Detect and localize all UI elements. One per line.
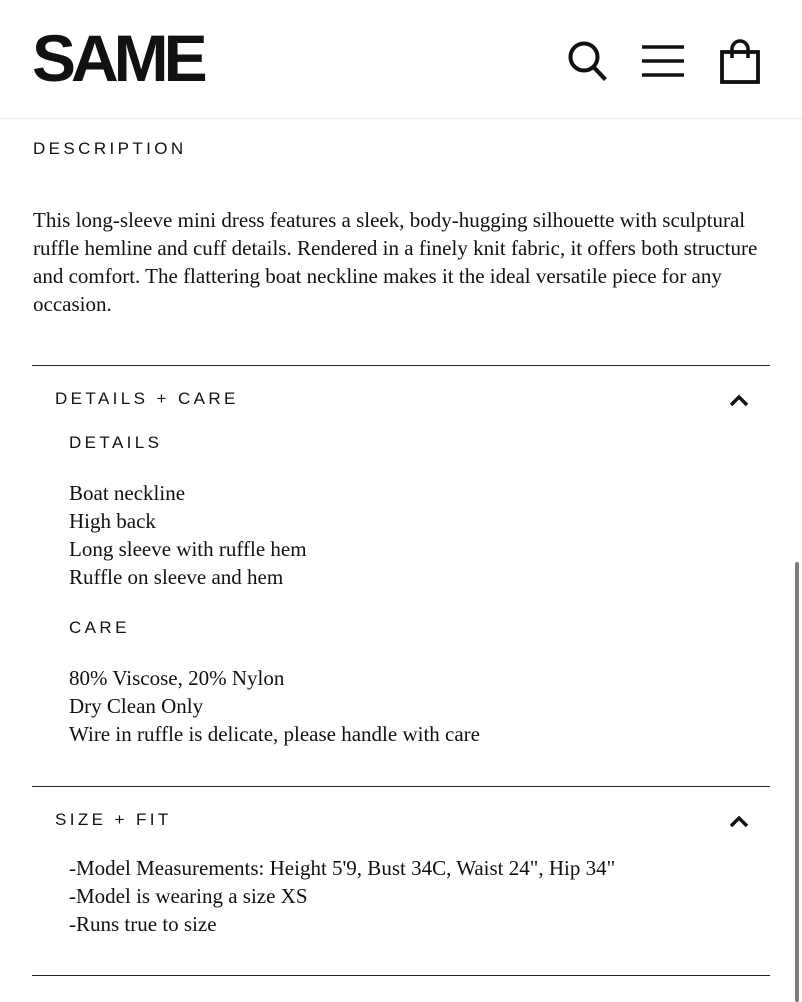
list-item: -Runs true to size [69,912,217,936]
details-list [69,479,307,591]
chevron-up-icon [728,390,750,410]
list-item: 80% Viscose, 20% Nylon [69,666,285,690]
list-item: High back [69,509,156,533]
chevron-up-icon [728,811,750,831]
list-item: Ruffle on sleeve and hem [69,565,284,589]
divider [32,975,770,976]
divider [32,786,770,787]
details-care-accordion-toggle[interactable] [32,378,770,422]
shopping-bag-icon [717,36,763,86]
details-care-heading: DETAILS + CARE [55,389,239,408]
search-icon [566,39,608,83]
scrollbar-thumb[interactable] [795,562,799,1002]
size-fit-heading: SIZE + FIT [55,810,172,829]
list-item: Long sleeve with ruffle hem [69,537,307,561]
brand-logo[interactable]: SAME [32,21,203,95]
menu-button[interactable] [638,36,686,86]
search-button[interactable] [563,36,611,86]
list-item: -Model is wearing a size XS [69,884,308,908]
details-subheading: DETAILS [69,433,163,452]
size-fit-accordion-toggle[interactable] [32,799,770,843]
divider [32,365,770,366]
site-header [0,0,802,119]
cart-button[interactable] [716,36,764,86]
description-heading: DESCRIPTION [33,139,187,158]
menu-icon [638,41,686,81]
list-item: Wire in ruffle is delicate, please handle with care [69,722,480,746]
list-item: Dry Clean Only [69,694,204,718]
size-fit-list [69,854,615,938]
list-item: Boat neckline [69,481,186,505]
care-list [69,664,480,748]
product-description: This long-sleeve mini dress features a sleek, body-hugging silhouette with sculptural ruffle hemline and cuff details. Rendered in a finely knit fabric, it offers both structure and comfort. The flattering boat neckline makes it the ideal versatile piece for any occasion. [33,208,758,316]
care-subheading: CARE [69,618,130,637]
list-item: -Model Measurements: Height 5'9, Bust 34C, Waist 24", Hip 34" [69,856,616,880]
